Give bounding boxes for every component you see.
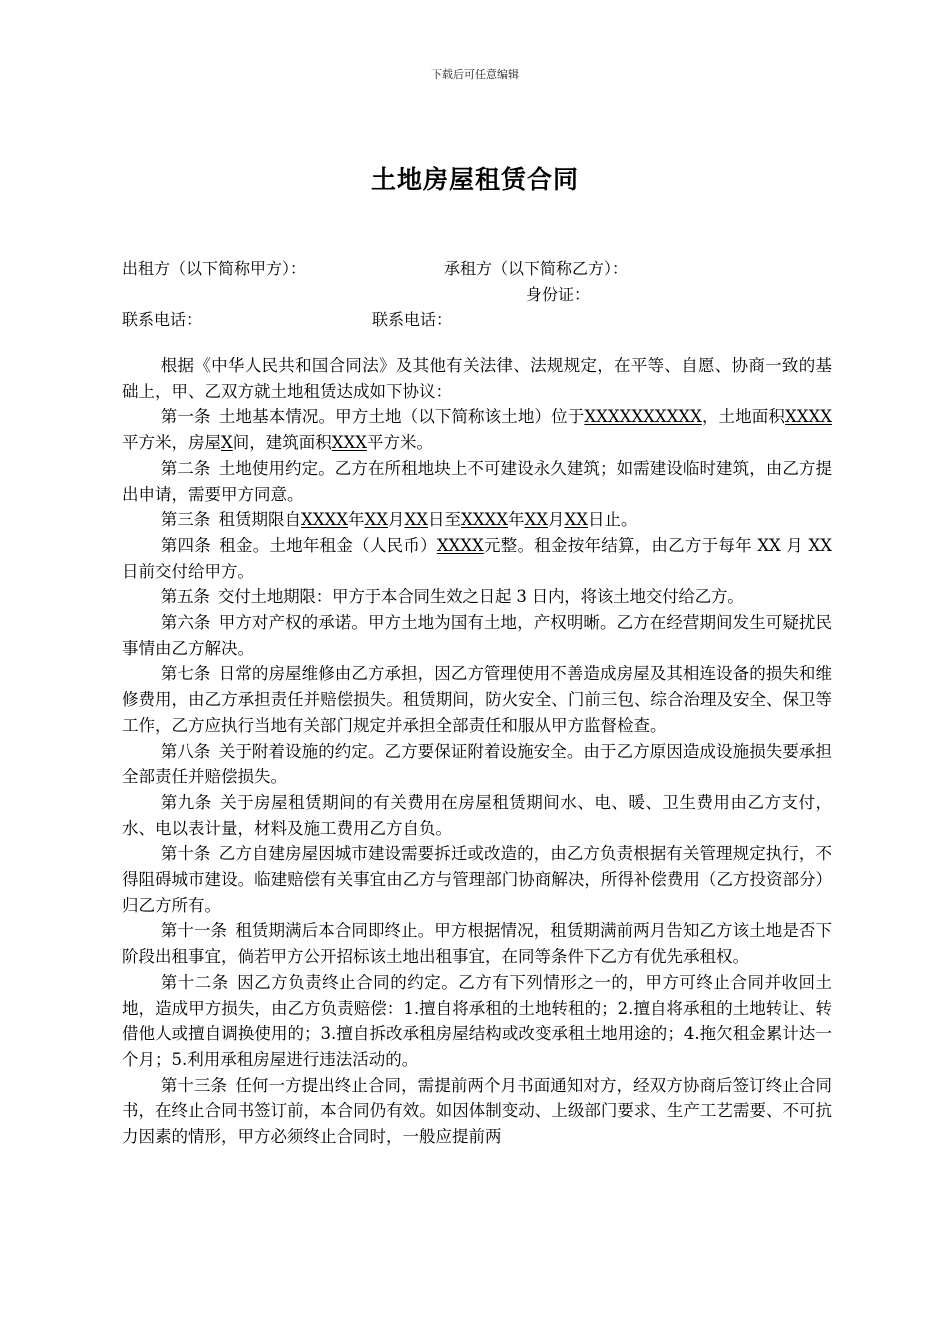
- start-month: XX: [364, 510, 389, 530]
- article-number: 第五条: [160, 587, 210, 607]
- article-number: 第一条: [160, 407, 211, 427]
- article-number: 第十三条: [160, 1075, 228, 1095]
- annual-rent: XXXX: [436, 535, 484, 555]
- article-7: 第七条 日常的房屋维修由乙方承担，因乙方管理使用不善造成房屋及其相连设备的损失和维修费用，由乙方承担责任并赔偿损失。租赁期间，防火安全、门前三包、综合治理及安全、保卫等工作，乙方应执行当地有关部门规定并承担全部责任和服从甲方监督检查。: [122, 664, 833, 735]
- article-number: 第九条: [160, 792, 212, 812]
- article-number: 第八条: [160, 741, 211, 761]
- end-day: XX: [564, 510, 589, 530]
- article-11: 第十一条 租赁期满后本合同即终止。甲方根据情况，租赁期满前两月告知乙方该土地是否下阶段出租事宜，倘若甲方公开招标该土地出租事宜，在同等条件下乙方有优先承租权。: [122, 921, 833, 967]
- article-number: 第七条: [160, 664, 211, 684]
- building-area: XXX: [331, 433, 367, 453]
- article-number: 第十一条: [160, 921, 228, 941]
- article-2: 第二条 土地使用约定。乙方在所租地块上不可建设永久建筑；如需建设临时建筑，由乙方提出申请，需要甲方同意。: [122, 458, 833, 504]
- house-count: X: [221, 433, 233, 453]
- lessor-label: 出租方（以下简称甲方）：: [122, 259, 307, 278]
- article-6: 第六条 甲方对产权的承诺。甲方土地为国有土地，产权明晰。乙方在经营期间发生可疑扰民事情由乙方解决。: [122, 613, 833, 658]
- start-day: XX: [404, 510, 429, 530]
- article-number: 第三条: [160, 510, 211, 530]
- end-month: XX: [524, 510, 549, 530]
- article-12: 第十二条 因乙方负责终止合同的约定。乙方有下列情形之一的，甲方可终止合同并收回土地，造成甲方损失，由乙方负责赔偿：1.擅自将承租的土地转租的；2.擅自将承租的土地转让、转借他人或擅自调换使用的；3.擅自拆改承租房屋结构或改变承租土地用途的；4.拖欠租金累计达一个月；5.利用承租房屋进行违法活动的。: [122, 972, 833, 1069]
- article-10: 第十条 乙方自建房屋因城市建设需要拆迁或改造的，由乙方负责根据有关管理规定执行，不得阻碍城市建设。临建赔偿有关事宜由乙方与管理部门协商解决，所得补偿费用（乙方投资部分）归乙方所有。: [122, 844, 833, 915]
- article-number: 第六条: [160, 613, 211, 633]
- lessor-phone-label: 联系电话：: [122, 310, 203, 329]
- end-year: XXXX: [461, 510, 509, 530]
- lessee-phone-label: 联系电话：: [372, 310, 453, 329]
- article-number: 第十条: [160, 844, 211, 864]
- article-3: 第三条 租赁期限自XXXX年XX月XX日至XXXX年XX月XX日止。: [160, 510, 638, 530]
- article-8: 第八条 关于附着设施的约定。乙方要保证附着设施安全。由于乙方原因造成设施损失要承担全部责任并赔偿损失。: [122, 741, 833, 787]
- land-location: XXXXXXXXXX: [584, 407, 702, 427]
- lessee-label: 承租方（以下简称乙方）：: [444, 259, 629, 278]
- article-1: 第一条 土地基本情况。甲方土地（以下简称该土地）位于XXXXXXXXXX，土地面积XXXX平方米，房屋X间，建筑面积XXX平方米。: [122, 407, 833, 453]
- article-number: 第十二条: [160, 972, 229, 992]
- article-number: 第二条: [160, 458, 211, 478]
- article-13: 第十三条 任何一方提出终止合同，需提前两个月书面通知对方，经双方协商后签订终止合同书，在终止合同书签订前，本合同仍有效。如因体制变动、上级部门要求、生产工艺需要、不可抗力因素的情形，甲方必须终止合同时，一般应提前两: [122, 1075, 833, 1147]
- land-area: XXXX: [785, 407, 833, 427]
- intro-paragraph: 根据《中华人民共和国合同法》及其他有关法律、法规规定，在平等、自愿、协商一致的基础上，甲、乙双方就土地租赁达成如下协议：: [122, 356, 832, 401]
- header-note: 下载后可任意编辑: [431, 68, 519, 81]
- id-card-label: 身份证：: [526, 285, 591, 304]
- article-9: 第九条 关于房屋租赁期间的有关费用在房屋租赁期间水、电、暖、卫生费用由乙方支付，水、电以表计量，材料及施工费用乙方自负。: [122, 792, 833, 838]
- contract-title: 土地房屋租赁合同: [370, 165, 579, 194]
- contract-body: [122, 353, 832, 1150]
- article-4: 第四条 租金。土地年租金（人民币）XXXX元整。租金按年结算，由乙方于每年 XX 月 XX 日前交付给甲方。: [122, 535, 832, 581]
- article-5: 第五条 交付土地期限：甲方于本合同生效之日起 3 日内，将该土地交付给乙方。: [160, 587, 744, 607]
- article-number: 第四条: [160, 535, 211, 555]
- start-year: XXXX: [301, 510, 349, 530]
